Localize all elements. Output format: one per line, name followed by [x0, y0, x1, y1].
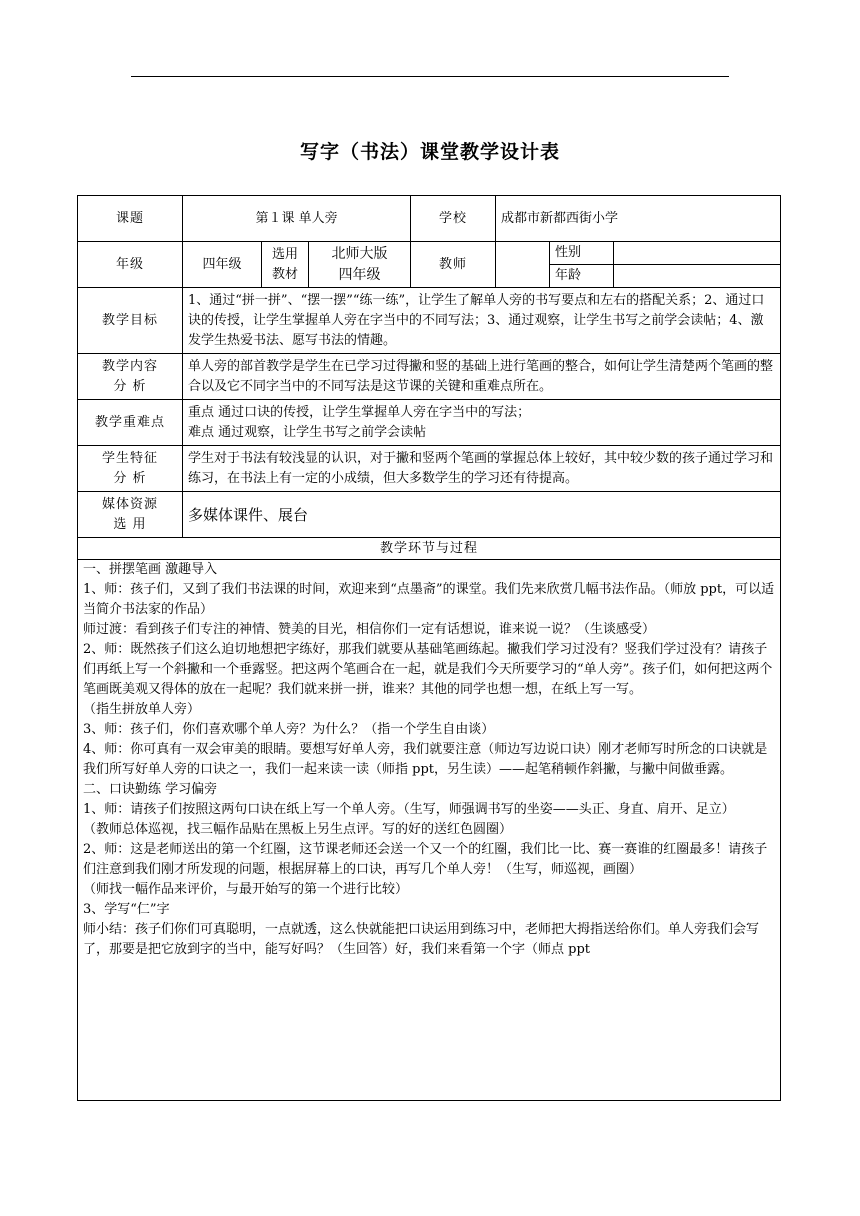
content-text: 单人旁的部首教学是学生在已学习过得撇和竖的基础上进行笔画的整合，如何让学生清楚两个笔画的整合以及它不同字当中的不同写法是这节课的关键和重难点所在。 — [183, 354, 781, 400]
textbook-value — [309, 242, 411, 288]
media-label-line-2: 选 用 — [113, 516, 147, 532]
topic-value: 第１课 单人旁 — [183, 196, 411, 242]
textbook-label-line-2: 教材 — [271, 266, 298, 282]
header-rule — [131, 76, 729, 77]
keypoints-label: 教学重难点 — [78, 400, 183, 446]
process-header: 教学环节与过程 — [78, 538, 781, 560]
teacher-label: 教师 — [411, 242, 496, 288]
goals-label: 教学目标 — [78, 288, 183, 354]
age-label: 年龄 — [550, 265, 614, 288]
school-label: 学校 — [411, 196, 496, 242]
process-line: 1、师：孩子们，又到了我们书法课的时间，欢迎来到“点墨斋”的课堂。我们先来欣赏几幅书法作品。（师放 ppt，可以适当简介书法家的作品） — [83, 582, 775, 617]
keypoint-difficult: 难点 通过观察，让学生书写之前学会读帖 — [188, 424, 427, 440]
process-line: （师找一幅作品来评价，与最开始写的第一个进行比较） — [83, 882, 409, 897]
students-label — [78, 446, 183, 492]
process-line: 2、师：这是老师送出的第一个红圈，这节课老师还会送一个又一个的红圈，我们比一比、赛一赛谁的红圈最多！请孩子们注意到我们刚才所发现的问题，根据屏幕上的口诀，再写几个单人旁！（生写，师巡视，画圈） — [83, 842, 768, 877]
textbook-value-line-2: 四年级 — [338, 266, 381, 283]
media-label-line-1: 媒体资源 — [101, 496, 158, 512]
keypoints-text — [183, 400, 781, 446]
document-title: 写字（书法）课堂教学设计表 — [299, 141, 560, 163]
process-body — [78, 560, 781, 1101]
process-line: 2、师：既然孩子们这么迫切地想把字练好，那我们就要从基础笔画练起。撇我们学习过没有？竖我们学过没有？请孩子们再纸上写一个斜撇和一个垂露竖。把这两个笔画合在一起，就是我们今天所要学习的“单人旁”。孩子们，如何把这两个笔画既美观又得体的放在一起呢？我们就来拼一拼，谁来？其他的同学也想一想，在纸上写一写。 — [83, 642, 773, 697]
textbook-label — [262, 242, 309, 288]
teacher-value — [496, 242, 550, 288]
goals-text: 1、通过“拼一拼”、“摆一摆”“练一练”，让学生了解单人旁的书写要点和左右的搭配关系；2、通过口诀的传授，让学生掌握单人旁在字当中的不同写法；3、通过观察，让学生书写之前学会读帖；4、激发学生热爱书法、愿写书法的情趣。 — [183, 288, 781, 354]
process-line: 师小结：孩子们你们可真聪明，一点就透，这么快就能把口诀运用到练习中，老师把大拇指送给你们。单人旁我们会写了，那要是把它放到字的当中，能写好吗？（生回答）好，我们来看第一个字（师点 ppt — [83, 922, 760, 957]
content-label — [78, 354, 183, 400]
keypoint-main: 重点 通过口诀的传授，让学生掌握单人旁在字当中的写法； — [188, 404, 531, 420]
process-line: 1、师：请孩子们按照这两句口诀在纸上写一个单人旁。（生写，师强调书写的坐姿——头正、身直、肩开、足立） — [83, 802, 735, 817]
process-line: （教师总体巡视，找三幅作品贴在黑板上另生点评。写的好的送红色圆圈） — [83, 822, 513, 837]
process-line: 3、学写“仁”字 — [83, 902, 170, 917]
process-text-block — [83, 560, 775, 1100]
process-line: 师过渡：看到孩子们专注的神情、赞美的目光，相信你们一定有话想说，谁来说一说？（生谈感受） — [83, 622, 656, 637]
school-value: 成都市新都西街小学 — [496, 196, 781, 242]
textbook-value-line-1: 北师大版 — [331, 245, 388, 262]
content-label-line-1: 教学内容 — [101, 358, 158, 374]
process-line: （指生拼放单人旁） — [83, 702, 201, 717]
gender-label: 性别 — [550, 242, 614, 265]
topic-label: 课题 — [78, 196, 183, 242]
age-value — [614, 265, 781, 288]
textbook-label-line-1: 选用 — [271, 246, 298, 262]
students-label-line-1: 学生特征 — [101, 450, 158, 466]
content-label-line-2: 分 析 — [113, 378, 147, 394]
grade-value: 四年级 — [183, 242, 262, 288]
process-line: 4、师：你可真有一双会审美的眼睛。要想写好单人旁，我们就要注意（师边写边说口诀）刚才老师写时所念的口诀就是我们所写好单人旁的口诀之一，我们一起来读一读（师指 ppt，另生读）——起笔稍顿作斜撇，与撇中间做垂露。 — [83, 742, 768, 777]
media-text: 多媒体课件、展台 — [183, 492, 781, 538]
process-line: 一、拼摆笔画 激趣导入 — [83, 562, 218, 577]
students-label-line-2: 分 析 — [113, 470, 147, 486]
grade-label: 年级 — [78, 242, 183, 288]
students-text: 学生对于书法有较浅显的认识，对于撇和竖两个笔画的掌握总体上较好，其中较少数的孩子通过学习和练习，在书法上有一定的小成绩，但大多数学生的学习还有待提高。 — [183, 446, 781, 492]
process-line: 二、口诀勤练 学习偏旁 — [83, 782, 218, 797]
process-line: 3、师：孩子们，你们喜欢哪个单人旁？为什么？（指一个学生自由谈） — [83, 722, 495, 737]
lesson-design-table — [77, 195, 781, 1101]
media-label — [78, 492, 183, 538]
gender-value — [614, 242, 781, 265]
